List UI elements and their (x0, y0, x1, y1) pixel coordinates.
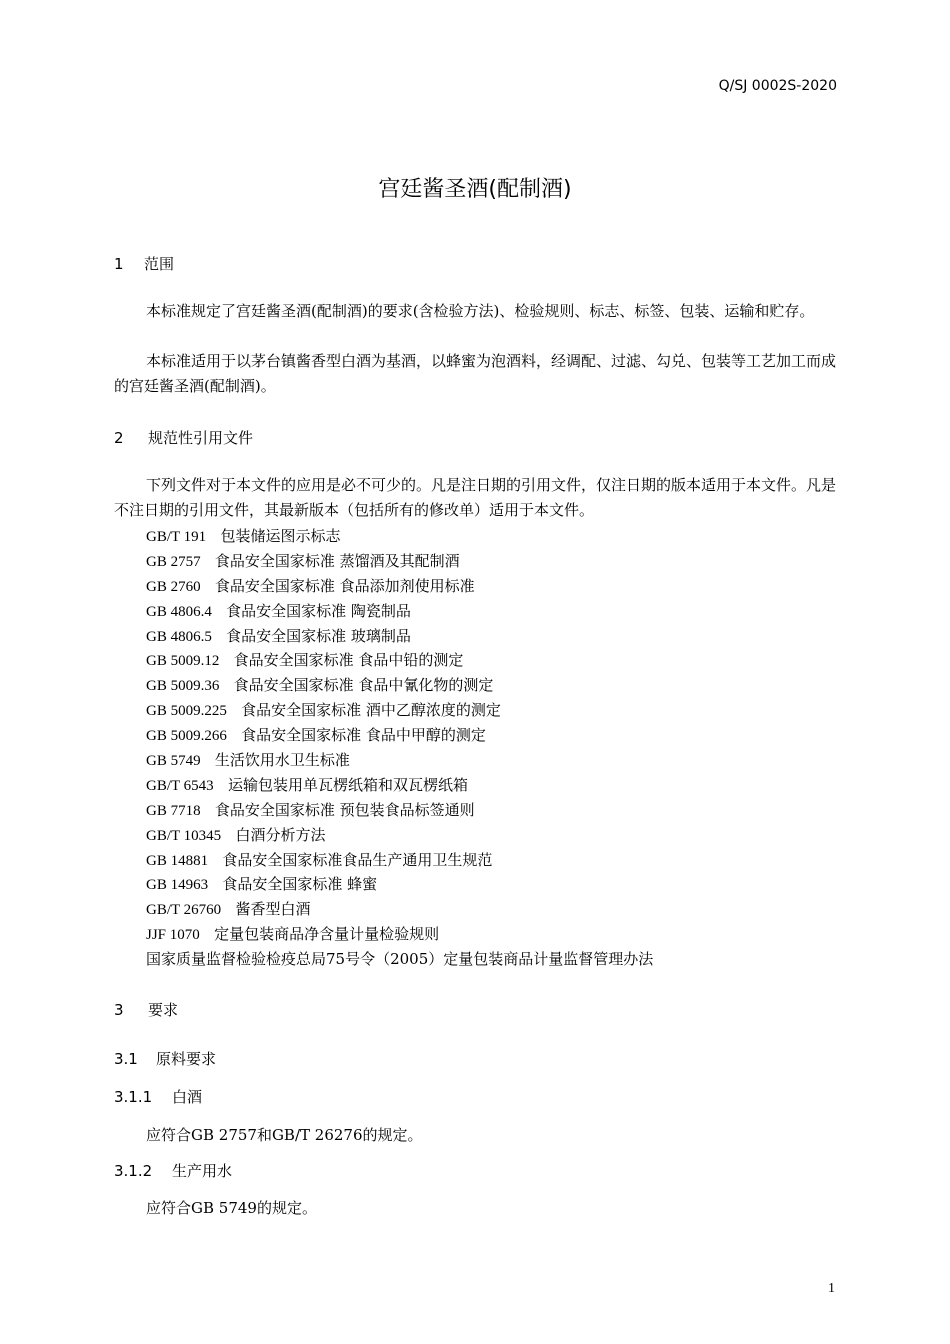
section-number: 3.1.2 (114, 1162, 153, 1180)
reference-item (146, 798, 501, 823)
reference-code: GB 2757 (146, 553, 201, 570)
reference-name: 食品安全国家标准 食品中铅的测定 (233, 651, 464, 670)
reference-name: 食品安全国家标准 陶瓷制品 (226, 601, 411, 620)
reference-item (146, 624, 501, 649)
reference-name: 食品安全国家标准食品生产通用卫生规范 (222, 850, 493, 869)
section-3-1-heading (114, 1048, 216, 1069)
reference-item (146, 574, 501, 599)
reference-code: GB 2760 (146, 578, 201, 595)
reference-last-line: 国家质量监督检验检疫总局75号令（2005）定量包装商品计量监督管理办法 (146, 950, 654, 968)
reference-code: JJF 1070 (146, 927, 200, 944)
reference-code: GB 5009.12 (146, 653, 220, 670)
section-number: 1 (114, 255, 124, 273)
reference-item (146, 673, 501, 698)
reference-item (146, 524, 501, 549)
section-2-heading (114, 427, 253, 448)
reference-name: 食品安全国家标准 酒中乙醇浓度的测定 (241, 701, 501, 720)
section-3-heading (114, 999, 178, 1020)
reference-name: 食品安全国家标准 预包装食品标签通则 (214, 800, 475, 819)
reference-name: 生活饮用水卫生标准 (214, 751, 350, 770)
document-code: Q/SJ 0002S-2020 (718, 78, 837, 94)
reference-name: 食品安全国家标准 食品中氰化物的测定 (233, 676, 494, 695)
reference-name: 食品安全国家标准 食品添加剂使用标准 (214, 576, 475, 595)
reference-code: GB 4806.5 (146, 628, 212, 645)
reference-name: 食品安全国家标准 蒸馏酒及其配制酒 (214, 551, 460, 570)
section-title: 要求 (148, 1001, 179, 1019)
section-title: 生产用水 (172, 1162, 233, 1180)
scope-paragraph-2: 本标准适用于以茅台镇酱香型白酒为基酒，以蜂蜜为泡酒料，经调配、过滤、勾兑、包装等工艺加工而成的宫廷酱圣酒(配制酒)。 (114, 352, 837, 395)
reference-name: 定量包装商品净含量计量检验规则 (214, 925, 440, 944)
reference-item (146, 723, 501, 748)
reference-item (146, 848, 501, 873)
reference-item (146, 773, 501, 798)
normative-intro: 下列文件对于本文件的应用是必不可少的。凡是注日期的引用文件，仅注日期的版本适用于本文件。凡是不注日期的引用文件，其最新版本（包括所有的修改单）适用于本文件。 (114, 476, 837, 519)
reference-name: 食品安全国家标准 食品中甲醇的测定 (241, 726, 486, 745)
reference-name: 运输包装用单瓦楞纸箱和双瓦楞纸箱 (227, 775, 468, 794)
section-number: 3.1.1 (114, 1088, 153, 1106)
reference-name: 包装储运图示标志 (220, 527, 341, 545)
liquor-requirement-text: 应符合GB 2757和GB/T 26276的规定。 (146, 1126, 423, 1144)
reference-code: GB 7718 (146, 802, 201, 819)
reference-code: GB 14881 (146, 852, 209, 869)
section-number: 2 (114, 429, 124, 447)
scope-paragraph-1: 本标准规定了宫廷酱圣酒(配制酒)的要求(含检验方法)、检验规则、标志、标签、包装、运输和贮存。 (146, 302, 815, 320)
reference-code: GB/T 6543 (146, 777, 214, 794)
reference-list (146, 524, 501, 947)
section-1-heading (114, 253, 174, 274)
reference-name: 食品安全国家标准 蜂蜜 (222, 875, 378, 894)
reference-code: GB/T 10345 (146, 827, 222, 844)
reference-code: GB 4806.4 (146, 603, 212, 620)
water-requirement-text: 应符合GB 5749的规定。 (146, 1199, 317, 1217)
section-number: 3 (114, 1001, 124, 1019)
section-3-1-2-heading (114, 1160, 232, 1181)
section-title: 白酒 (172, 1088, 203, 1106)
reference-code: GB 5009.36 (146, 678, 220, 695)
section-number: 3.1 (114, 1050, 138, 1068)
reference-code: GB 5009.225 (146, 703, 227, 720)
reference-code: GB/T 191 (146, 529, 207, 545)
reference-item (146, 549, 501, 574)
reference-item (146, 823, 501, 848)
section-title: 原料要求 (156, 1050, 217, 1068)
section-3-1-1-heading (114, 1086, 202, 1107)
reference-item (146, 698, 501, 723)
reference-name: 食品安全国家标准 玻璃制品 (226, 626, 411, 645)
reference-item (146, 599, 501, 624)
reference-item (146, 897, 501, 922)
reference-item (146, 648, 501, 673)
reference-code: GB 5009.266 (146, 728, 227, 745)
reference-code: GB 5749 (146, 753, 201, 770)
document-title: 宫廷酱圣酒(配制酒) (378, 177, 572, 202)
reference-name: 酱香型白酒 (235, 900, 311, 919)
reference-item (146, 748, 501, 773)
section-title: 规范性引用文件 (148, 429, 254, 447)
page-number: 1 (828, 1281, 835, 1296)
reference-name: 白酒分析方法 (235, 825, 326, 844)
section-title: 范围 (144, 255, 175, 273)
reference-item (146, 872, 501, 897)
reference-item (146, 922, 501, 947)
reference-code: GB 14963 (146, 877, 209, 894)
reference-code: GB/T 26760 (146, 902, 222, 919)
